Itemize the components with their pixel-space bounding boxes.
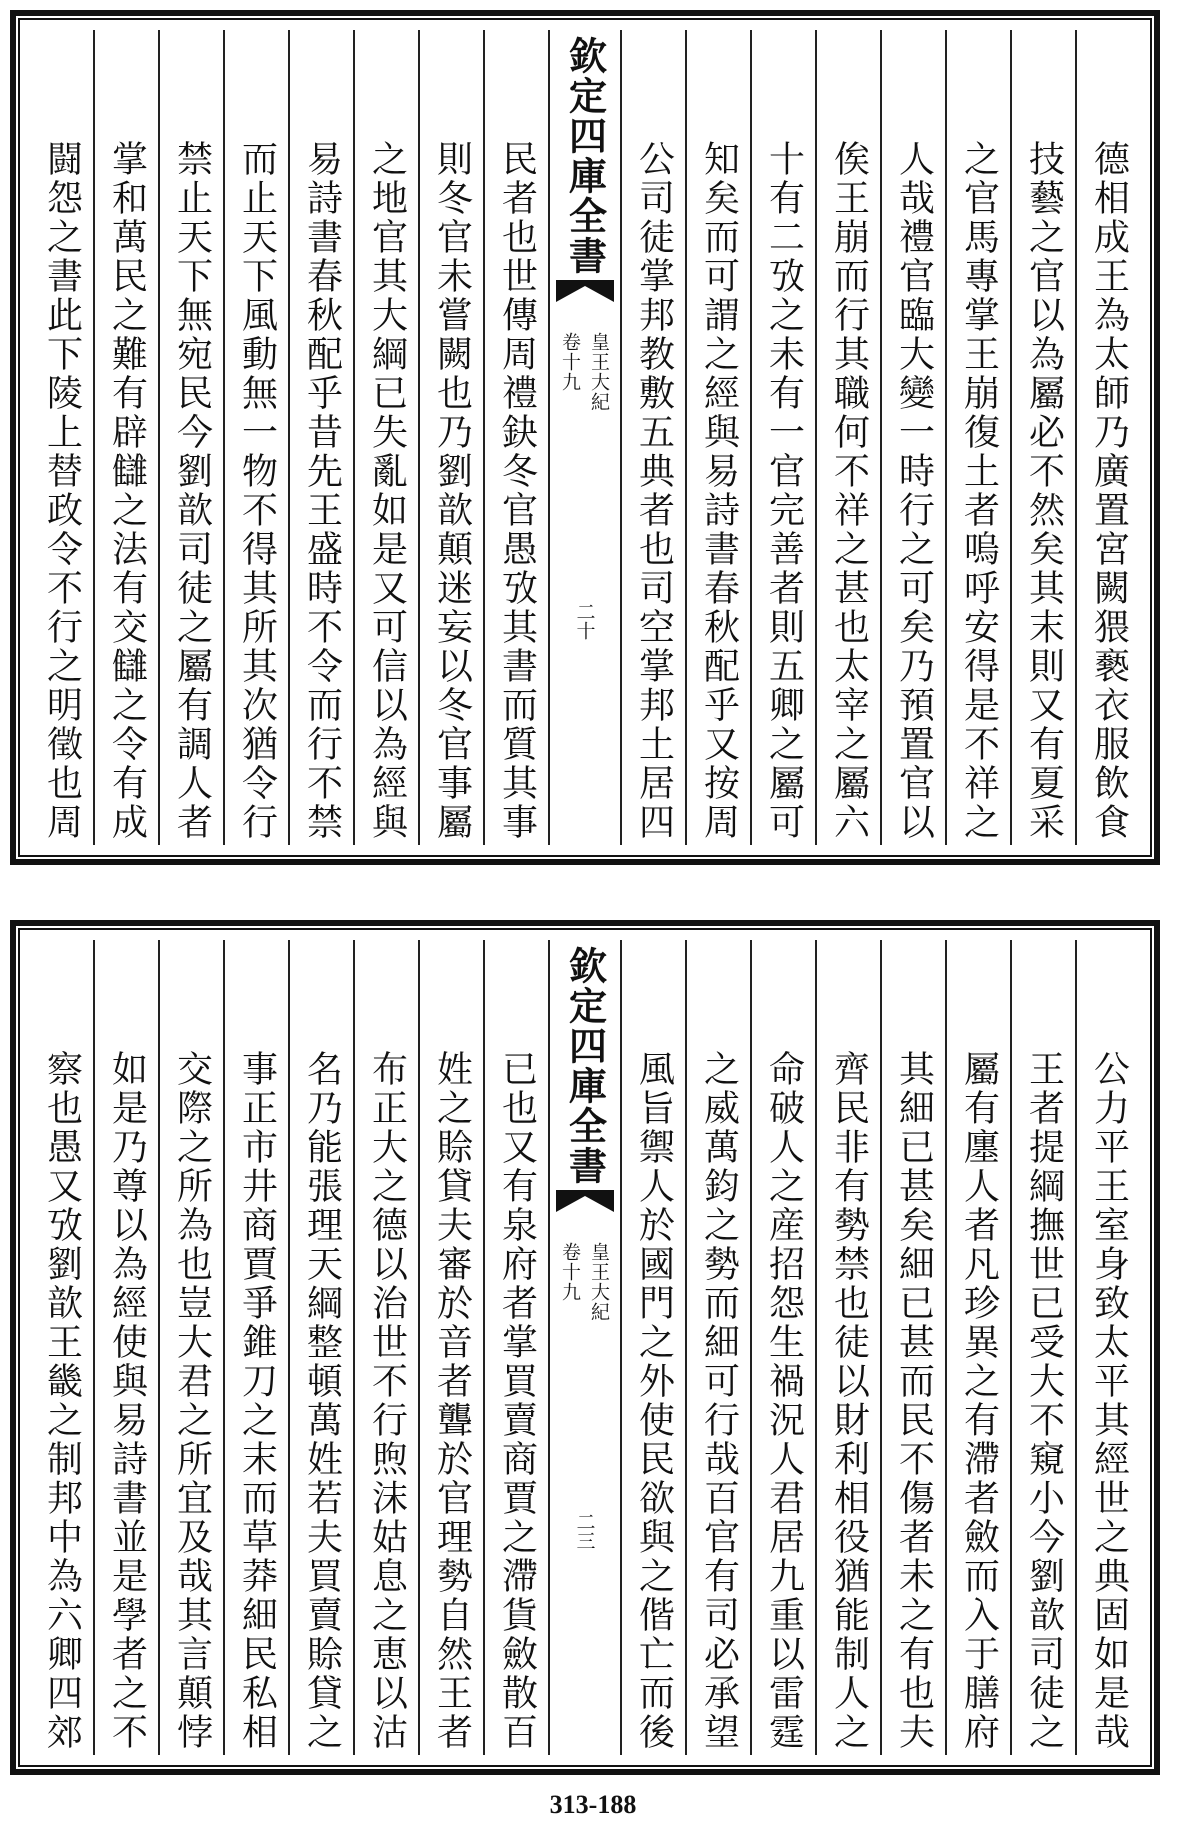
column-text: 名乃能張理天綱整頓萬姓若夫買賣賒貸之 (301, 1050, 343, 1752)
column-text: 其細已甚矣細已甚而民不傷者未之有也夫 (893, 1050, 935, 1752)
text-column (880, 940, 945, 1755)
text-column (880, 30, 945, 845)
column-text: 掌和萬民之難有辟讎之法有交讎之令有成 (106, 140, 148, 842)
text-column (750, 30, 815, 845)
column-text: 風旨禦人於國門之外使民欲與之偕亡而後 (633, 1050, 675, 1752)
text-column (223, 940, 288, 1755)
text-column (30, 940, 93, 1755)
text-column (620, 940, 685, 1755)
text-column (815, 940, 880, 1755)
text-column (750, 940, 815, 1755)
column-text: 民者也世傳周禮鈌冬官愚攷其書而質其事 (496, 140, 538, 842)
text-column (353, 30, 418, 845)
page-number: 二三 (573, 1512, 596, 1550)
page-number: 二十 (573, 602, 596, 640)
chapter-label (557, 1242, 613, 1322)
column-text: 察也愚又攷劉歆王畿之制邦中為六卿四郊 (41, 1050, 83, 1752)
text-column (685, 30, 750, 845)
text-column (30, 30, 93, 845)
top-page-frame (10, 10, 1160, 865)
text-column (418, 940, 483, 1755)
column-text: 已也又有泉府者掌買賣商賈之滯貨斂散百 (496, 1050, 538, 1752)
column-text: 德相成王為太師乃廣置宮闕猥褻衣服飲食 (1088, 140, 1130, 842)
text-column (158, 30, 223, 845)
fish-tail-mark-icon (556, 1190, 614, 1212)
chapter-name: 皇王大紀 (588, 1242, 610, 1322)
column-text: 布正大之德以治世不行煦沫姑息之恵以沽 (366, 1050, 408, 1752)
column-text: 人哉禮官臨大變一時行之可矣乃預置官以 (893, 140, 935, 842)
chapter-name: 皇王大紀 (588, 332, 610, 412)
column-text: 俟王崩而行其職何不祥之甚也太宰之屬六 (828, 140, 870, 842)
column-text: 之地官其大綱已失亂如是又可信以為經與 (366, 140, 408, 842)
text-column (288, 30, 353, 845)
fish-tail-mark-icon (556, 280, 614, 302)
top-text-columns (30, 30, 1140, 845)
text-column (1075, 940, 1140, 1755)
column-text: 而止天下風動無一物不得其所其次猶令行 (236, 140, 278, 842)
footer-page-id: 313-188 (549, 1790, 637, 1819)
column-text: 事正市井商賈爭錐刀之末而草莽細民私相 (236, 1050, 278, 1752)
column-text: 姓之賒貸夫審於音者聾於官理勢自然王者 (431, 1050, 473, 1752)
center-fold-column (548, 30, 620, 845)
column-text: 易詩書春秋配乎昔先王盛時不令而行不禁 (301, 140, 343, 842)
column-text: 王者提綱撫世已受大不窺小今劉歆司徒之 (1023, 1050, 1065, 1752)
text-column (483, 940, 548, 1755)
column-text: 公力平王室身致太平其經世之典固如是哉 (1088, 1050, 1130, 1752)
column-text: 公司徒掌邦教敷五典者也司空掌邦土居四 (633, 140, 675, 842)
text-column (288, 940, 353, 1755)
text-column (815, 30, 880, 845)
bottom-text-columns (30, 940, 1140, 1755)
center-fold-column (548, 940, 620, 1755)
column-text: 技藝之官以為屬必不然矣其末則又有夏采 (1023, 140, 1065, 842)
text-column (223, 30, 288, 845)
bottom-page-frame (10, 920, 1160, 1775)
text-column (353, 940, 418, 1755)
column-text: 齊民非有勢禁也徒以財利相役猶能制人之 (828, 1050, 870, 1752)
chapter-volume: 卷十九 (559, 1242, 581, 1302)
column-text: 知矣而可謂之經與易詩書春秋配乎又按周 (698, 140, 740, 842)
chapter-volume: 卷十九 (559, 332, 581, 392)
book-title: 欽定四庫全書 (562, 36, 608, 276)
text-column (418, 30, 483, 845)
text-column (945, 940, 1010, 1755)
text-column (93, 940, 158, 1755)
text-column (620, 30, 685, 845)
chapter-label (557, 332, 613, 412)
column-text: 之威萬鈞之勢而細可行哉百官有司必承望 (698, 1050, 740, 1752)
column-text: 闘怨之書此下陵上替政令不行之明徵也周 (41, 140, 83, 842)
column-text: 如是乃尊以為經使與易詩書並是學者之不 (106, 1050, 148, 1752)
text-column (483, 30, 548, 845)
text-column (1010, 940, 1075, 1755)
text-column (1010, 30, 1075, 845)
text-column (158, 940, 223, 1755)
column-text: 則冬官未嘗闕也乃劉歆顛迷妄以冬官事屬 (431, 140, 473, 842)
text-column (1075, 30, 1140, 845)
column-text: 禁止天下無宛民今劉歆司徒之屬有調人者 (171, 140, 213, 842)
book-title: 欽定四庫全書 (562, 946, 608, 1186)
text-column (945, 30, 1010, 845)
column-text: 交際之所為也豈大君之所宜及哉其言顛悖 (171, 1050, 213, 1752)
text-column (685, 940, 750, 1755)
column-text: 十有二攷之未有一官完善者則五卿之屬可 (763, 140, 805, 842)
text-column (93, 30, 158, 845)
column-text: 命破人之産招怨生禍況人君居九重以雷霆 (763, 1050, 805, 1752)
column-text: 屬有廛人者凡珍異之有滯者斂而入于膳府 (958, 1050, 1000, 1752)
column-text: 之官馬專掌王崩復土者嗚呼安得是不祥之 (958, 140, 1000, 842)
